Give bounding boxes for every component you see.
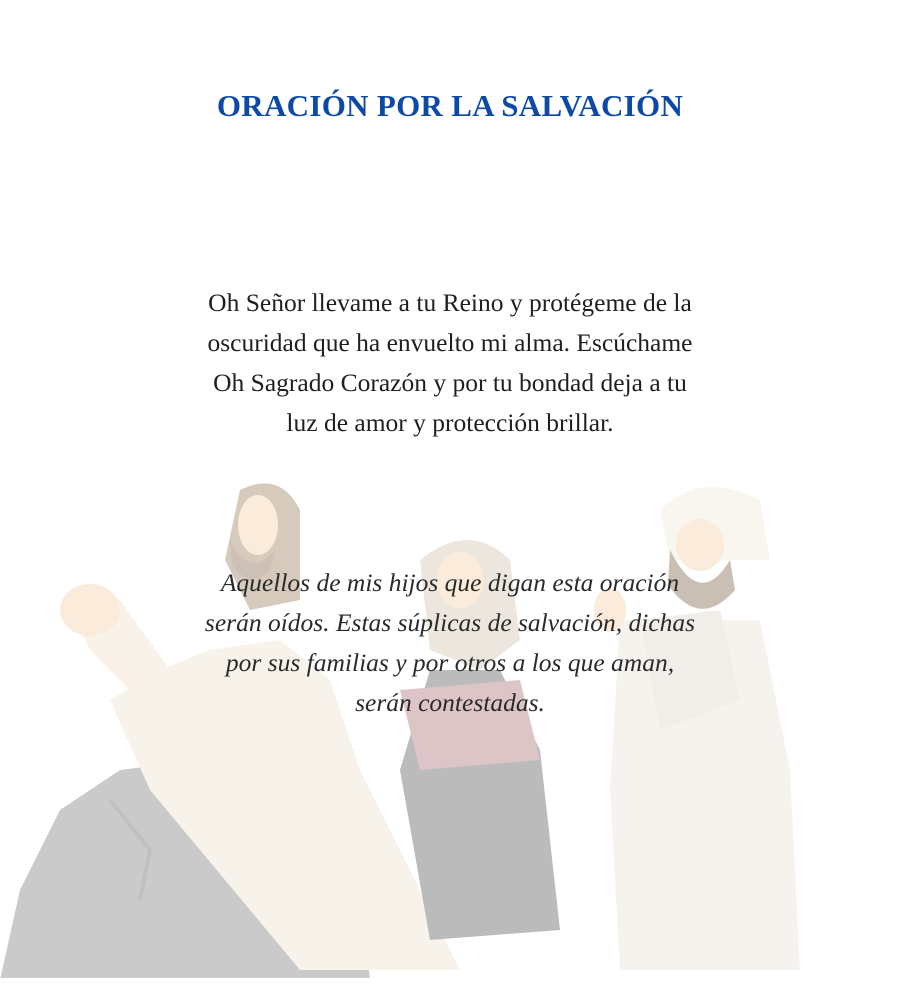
left-figure-hands <box>60 584 120 636</box>
promise-paragraph: Aquellos de mis hijos que digan esta oración serán oídos. Estas súplicas de salvación, dichas por sus familias y por otros a los que aman, serán contestadas. <box>204 568 696 717</box>
left-figure-face <box>238 495 278 555</box>
prayer-paragraph: Oh Señor llevame a tu Reino y protégeme de la oscuridad que ha envuelto mi alma. Escúchame Oh Sagrado Corazón y por tu bondad deja a tu luz de amor y protección brillar. <box>207 288 693 437</box>
bottom-margin <box>0 978 900 1000</box>
page-title: ORACIÓN POR LA SALVACIÓN <box>216 88 684 123</box>
praying-figures-illustration <box>0 470 900 980</box>
